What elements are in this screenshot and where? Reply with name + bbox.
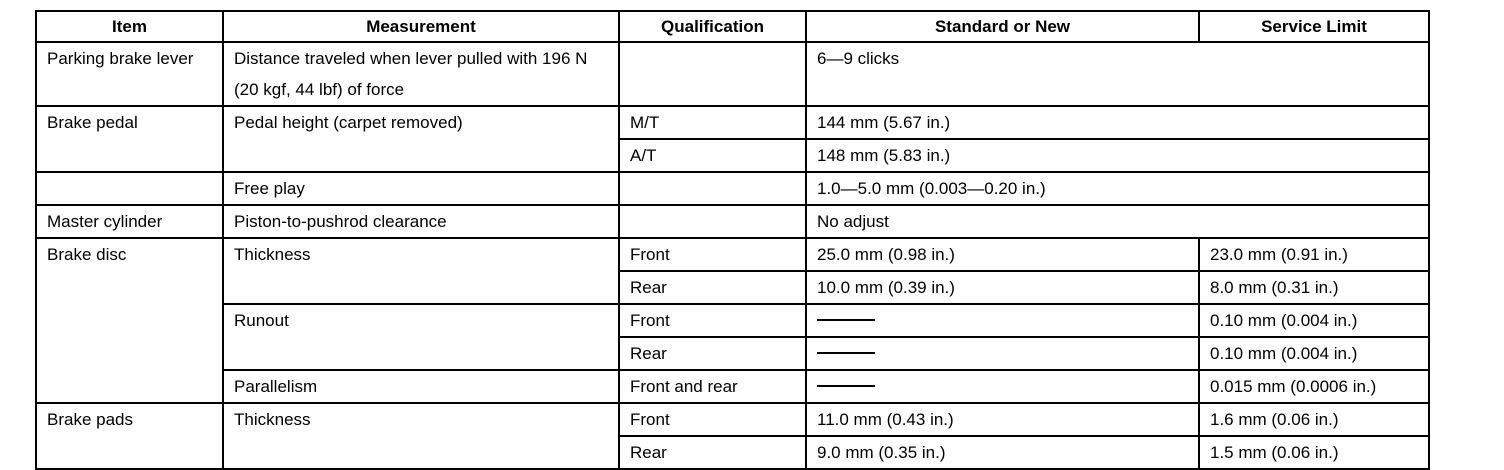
qualification-cell: Rear xyxy=(619,271,806,304)
item-cell xyxy=(36,172,223,205)
qualification-cell: Rear xyxy=(619,436,806,469)
header-qualification: Qualification xyxy=(619,11,806,42)
standard-cell xyxy=(806,337,1199,370)
header-measurement: Measurement xyxy=(223,11,619,42)
no-value-dash xyxy=(817,352,875,354)
qualification-cell xyxy=(619,205,806,238)
qualification-cell: Front xyxy=(619,238,806,271)
item-cell: Brake disc xyxy=(36,238,223,403)
standard-cell: 11.0 mm (0.43 in.) xyxy=(806,403,1199,436)
brake-specifications-table xyxy=(35,10,1430,470)
item-cell: Brake pads xyxy=(36,403,223,469)
table-row xyxy=(36,370,1429,403)
table-row xyxy=(36,106,1429,139)
table-row xyxy=(36,304,1429,337)
service-limit-cell: 1.6 mm (0.06 in.) xyxy=(1199,403,1429,436)
header-item: Item xyxy=(36,11,223,42)
measurement-cell: Thickness xyxy=(223,238,619,304)
table-row xyxy=(36,205,1429,238)
service-limit-cell: 0.10 mm (0.004 in.) xyxy=(1199,337,1429,370)
qualification-cell xyxy=(619,42,806,106)
qualification-cell xyxy=(619,172,806,205)
table-row xyxy=(36,403,1429,436)
table-row xyxy=(36,172,1429,205)
measurement-cell: Free play xyxy=(223,172,619,205)
standard-cell: 1.0—5.0 mm (0.003—0.20 in.) xyxy=(806,172,1429,205)
qualification-cell: Rear xyxy=(619,337,806,370)
header-standard: Standard or New xyxy=(806,11,1199,42)
standard-cell xyxy=(806,304,1199,337)
header-service-limit: Service Limit xyxy=(1199,11,1429,42)
table-row xyxy=(36,238,1429,271)
qualification-cell: M/T xyxy=(619,106,806,139)
standard-cell: 9.0 mm (0.35 in.) xyxy=(806,436,1199,469)
item-cell: Parking brake lever xyxy=(36,42,223,106)
standard-cell: 144 mm (5.67 in.) xyxy=(806,106,1429,139)
qualification-cell: Front xyxy=(619,304,806,337)
standard-cell: 25.0 mm (0.98 in.) xyxy=(806,238,1199,271)
standard-cell: 148 mm (5.83 in.) xyxy=(806,139,1429,172)
measurement-cell: Parallelism xyxy=(223,370,619,403)
qualification-cell: Front xyxy=(619,403,806,436)
measurement-cell: Piston-to-pushrod clearance xyxy=(223,205,619,238)
service-limit-cell: 8.0 mm (0.31 in.) xyxy=(1199,271,1429,304)
standard-cell: 6—9 clicks xyxy=(806,42,1429,106)
standard-cell: No adjust xyxy=(806,205,1429,238)
standard-cell xyxy=(806,370,1199,403)
measurement-cell: Runout xyxy=(223,304,619,370)
header-row xyxy=(36,11,1429,42)
standard-cell: 10.0 mm (0.39 in.) xyxy=(806,271,1199,304)
table-row xyxy=(36,42,1429,106)
item-cell: Brake pedal xyxy=(36,106,223,172)
qualification-cell: A/T xyxy=(619,139,806,172)
measurement-cell: Thickness xyxy=(223,403,619,469)
service-limit-cell: 0.10 mm (0.004 in.) xyxy=(1199,304,1429,337)
no-value-dash xyxy=(817,385,875,387)
service-limit-cell: 23.0 mm (0.91 in.) xyxy=(1199,238,1429,271)
qualification-cell: Front and rear xyxy=(619,370,806,403)
measurement-cell: Pedal height (carpet removed) xyxy=(223,106,619,172)
item-cell: Master cylinder xyxy=(36,205,223,238)
service-limit-cell: 1.5 mm (0.06 in.) xyxy=(1199,436,1429,469)
measurement-cell: Distance traveled when lever pulled with 196 N (20 kgf, 44 lbf) of force xyxy=(223,42,619,106)
service-limit-cell: 0.015 mm (0.0006 in.) xyxy=(1199,370,1429,403)
no-value-dash xyxy=(817,319,875,321)
